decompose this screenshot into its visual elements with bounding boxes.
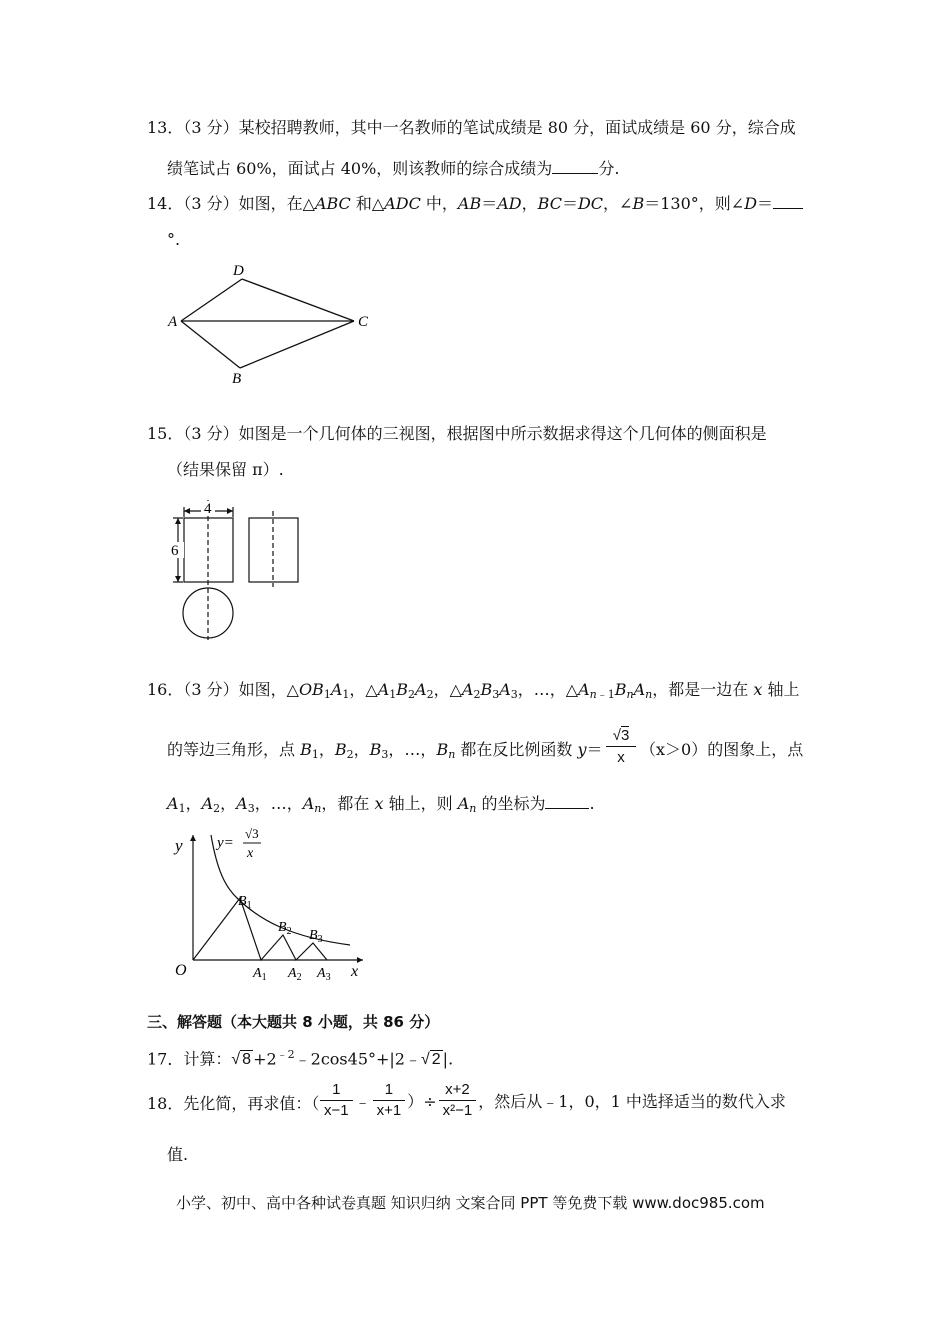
q14-eq1: ＝ [481,194,498,213]
q16-eq: ＝ [586,740,603,759]
q18-prefix: 18．先化简，再求值：（ [147,1094,320,1113]
q16-function-fraction: √3 x [606,726,636,769]
q16-func-num-value: 3 [252,826,259,841]
q14-edge-dc [242,279,354,321]
q13-line2 [167,157,619,179]
q16-origin-label: O [175,962,187,979]
q13-line2-end: 分. [598,159,620,178]
q16-line3-end: . [589,794,595,813]
q16-label-a2: $A_2$ [288,966,302,983]
q18-suffix: ，然后从﹣1，0，1 中选择适当的数代入求 [478,1092,786,1111]
q17-mid: +2 [253,1049,277,1069]
q16-label-b3: $B_3$ [309,928,323,945]
q14-line2: °. [167,230,181,249]
q16-line3: $A_1$，$A_2$，$A_3$，…，$A_n$，都在 x 轴上，则 $A_n$ 的坐标为 . [167,794,595,815]
q14-eq2: ＝ [561,194,578,213]
q14-mid: 中， [420,194,458,213]
q15-arrow-h-top [175,518,181,524]
q15-dim-height-label: 6 [171,543,179,559]
q14-ab: AB [457,194,482,213]
q16-func-den: x [247,846,254,861]
q14-label-c: C [358,314,369,330]
section-3-heading: 三、解答题（本大题共 8 小题，共 86 分） [147,1013,440,1031]
q14-edge-ab [181,321,240,368]
q16-func-num: √3 [245,826,259,841]
q16-line2: 的等边三角形，点 $B_1$，$B_2$，$B_3$，…，$B_n$ 都在反比例函数 y＝ [167,740,603,761]
q13-answer-blank[interactable] [552,157,598,174]
q16-x: x [753,680,763,699]
q15-arrow-h-bottom [175,576,181,582]
q16-line2-b: 都在反比例函数 [460,740,578,759]
q15-arrow-w-left [184,508,190,514]
q17-line [147,1045,453,1070]
q16-y-arrow [190,835,196,841]
q16-line3-c: 轴上，则 [383,794,458,813]
q14-prefix: 14．（3 分）如图，在△ [147,194,315,213]
q14-bc: BC [537,194,562,213]
q17-sqrt8: √ 8 [231,1051,252,1069]
q14-d: D [744,194,758,213]
q15-line2: （结果保留 π）. [167,460,284,479]
q18-expression [318,1080,786,1121]
q16-label-a3: $A_3$ [317,966,331,983]
q14-eq4: ＝ [757,194,774,213]
q16-line3-b: ，都在 [321,794,375,813]
q16-x2: x [374,794,384,813]
q17-end: |. [442,1049,454,1069]
q18-line1 [147,1094,319,1114]
q16-label-a1: $A_1$ [253,966,267,983]
q15-arrow-w-right [227,508,233,514]
q14-b: B [632,194,645,213]
q16-line1-end: 轴上 [762,680,800,699]
q14-adc: ADC [384,194,421,213]
page-footer: 小学、初中、高中各种试卷真题 知识归纳 文案合同 PPT 等免费下载 www.doc985.com [176,1194,765,1212]
q16-den-x: x [617,749,625,766]
q16-answer-blank[interactable] [545,792,589,809]
q16-cond: （x＞0）的图象上，点 [640,740,804,759]
q15-line1: 15．（3 分）如图是一个几何体的三视图，根据图中所示数据求得这个几何体的侧面积是 [147,424,767,443]
q17-prefix: 17．计算： [147,1049,232,1069]
q14-abc: ABC [314,194,351,213]
q14-quadrilateral-figure [160,255,380,390]
q14-edge-ad [181,279,242,321]
q17-sqrt2: √ 2 [420,1051,441,1069]
q15-three-views-figure [160,495,310,645]
q14-label-b: B [232,371,242,387]
q18-line2: 值. [167,1145,189,1164]
q14-dc: DC [577,194,604,213]
q16-graph-figure [165,825,375,985]
q14-and: 和△ [350,194,385,213]
q14-comma2: ，∠ [603,194,633,213]
q14-answer-blank[interactable] [773,192,803,209]
q14-label-d: D [233,263,244,279]
q18-frac1: $\frac{1}{x-1}$ [320,1080,353,1121]
q16-sqrt3: 3 [620,727,630,744]
q14-label-a: A [168,314,178,330]
q16-line1-prefix: 16．（3 分）如图，△ [147,680,299,699]
q17-rest: ﹣2cos45°+|2﹣ [294,1049,421,1069]
q16-func-label: y= [217,835,234,851]
q18-frac3: $\frac{x+2}{\text{x²−1}}$ [439,1080,477,1121]
q16-x-axis-label: x [351,963,359,980]
q16-line1: 16．（3 分）如图，$\triangle OB_1A_1$，$\triangle A_1B_2A_2$，$\triangle A_2B_3A_3$，…，$\triangle A_{n﹣1}B_nA_n$，都是一边在 x 轴上 [147,680,800,701]
q16-y: y [577,740,587,759]
q16-line2-a: 的等边三角形，点 [167,740,301,759]
q14-edge-bc [240,321,354,368]
q13-line1: 13．（3 分）某校招聘教师，其中一名教师的笔试成绩是 80 分，面试成绩是 60 分，综合成 [147,118,796,137]
q16-label-b2: $B_2$ [278,920,292,937]
q16-line1-suffix: 都是一边在 [668,680,749,699]
q17-exp: ﹣2 [276,1048,295,1061]
q15-dim-width-label: 4 [204,501,212,517]
q18-frac2: $\frac{1}{x+1}$ [373,1080,406,1121]
q14-comma1: ， [521,194,538,213]
q18-div: ）÷ [407,1092,437,1111]
q16-y-axis-label: y [175,836,183,855]
q14-eq3: ＝130°，则∠ [644,194,745,213]
q16-triangles [193,898,327,960]
q13-line2-text: 绩笔试占 60%，面试占 40%，则该教师的综合成绩为 [167,159,553,178]
q18-minus: ﹣ [354,1092,371,1111]
q16-label-b1: $B_1$ [238,894,252,911]
q16-line3-d: 的坐标为 [476,794,546,813]
q14-ad: AD [497,194,522,213]
q14-line1 [147,192,803,214]
